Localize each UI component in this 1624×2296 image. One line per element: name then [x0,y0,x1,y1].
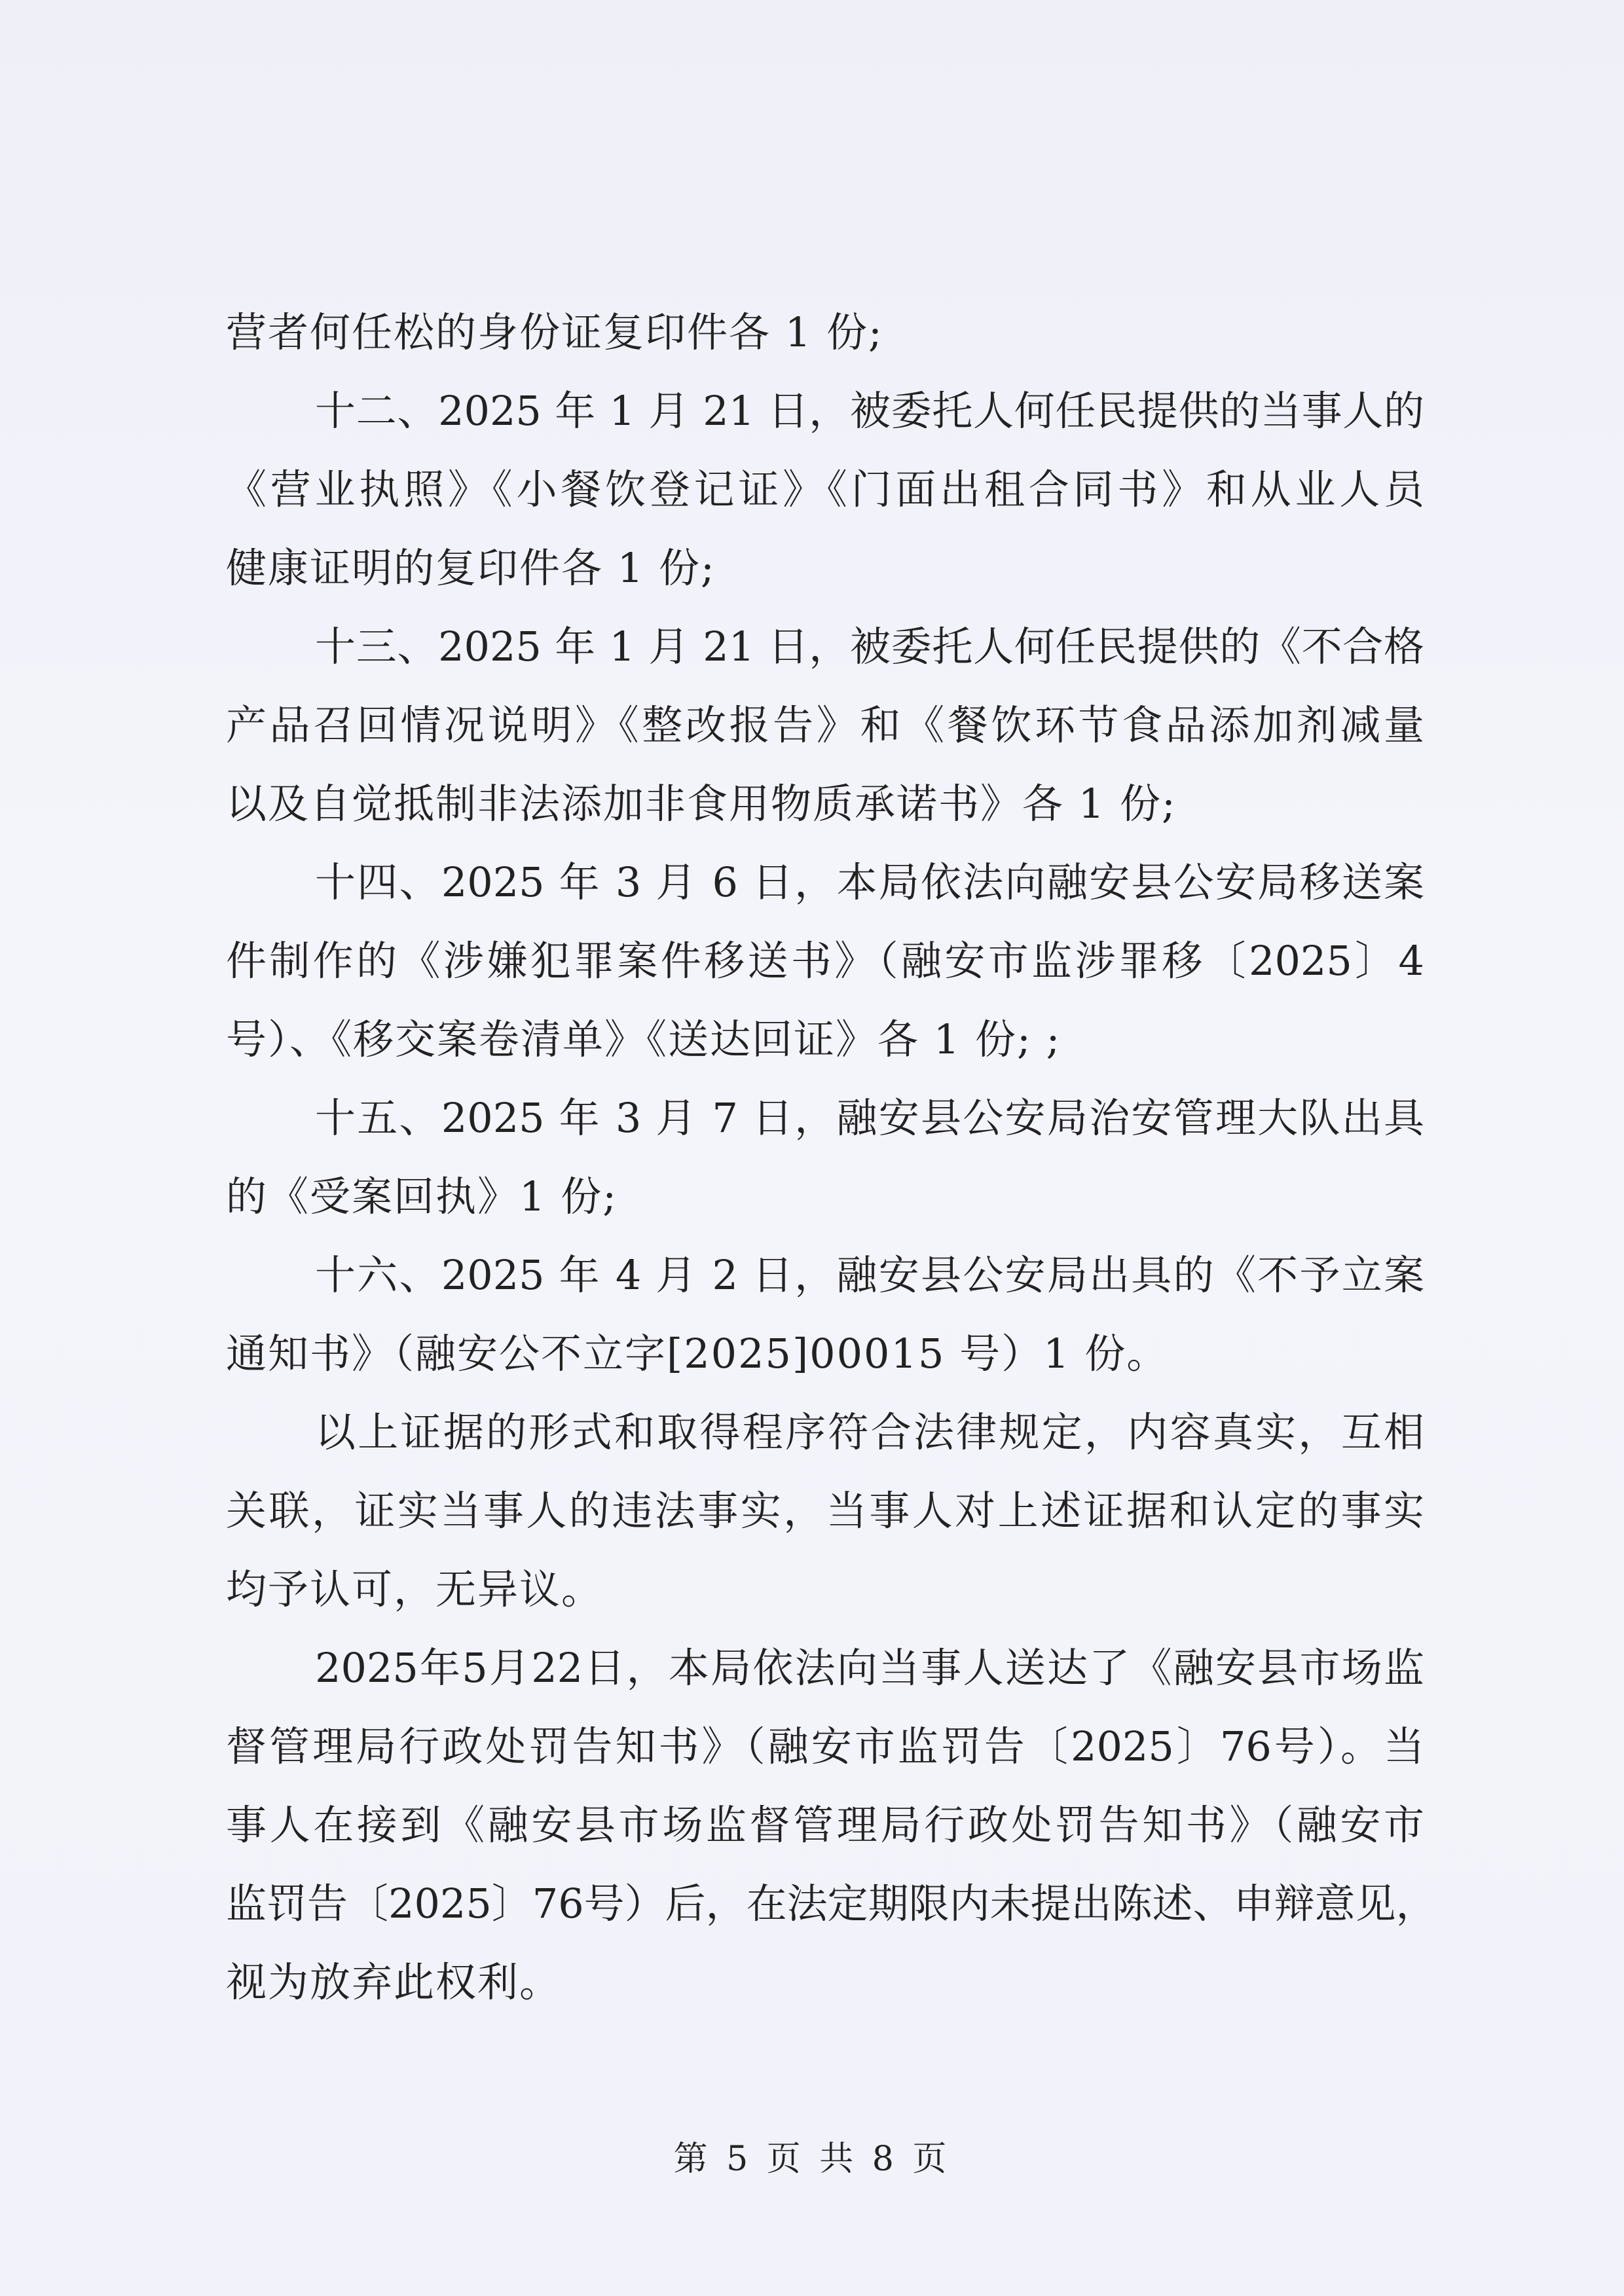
text-line: 督管理局行政处罚告知书》（融安市监罚告〔2025〕76号）。当 [226,1722,1424,1770]
text-line: 十六、2025 年 4 月 2 日，融安县公安局出具的《不予立案 [315,1251,1424,1299]
text-line: 2025年5月22日，本局依法向当事人送达了《融安县市场监 [315,1644,1424,1692]
text-line: 件制作的《涉嫌犯罪案件移送书》（融安市监涉罪移〔2025〕4 [226,937,1424,985]
text-line: 监罚告〔2025〕76号）后，在法定期限内未提出陈述、申辩意见， [226,1880,1437,1927]
text-line: 号）、《移交案卷清单》《送达回证》各 1 份; ; [226,1015,1061,1063]
text-line: 以上证据的形式和取得程序符合法律规定，内容真实，互相 [315,1408,1424,1456]
text-line: 健康证明的复印件各 1 份; [226,544,716,592]
page-number: 第 5 页 共 8 页 [673,2140,951,2179]
text-line: 的《受案回执》1 份; [226,1173,618,1220]
text-line: 十五、2025 年 3 月 7 日，融安县公安局治安管理大队出具 [315,1094,1424,1142]
text-line: 十三、2025 年 1 月 21 日，被委托人何任民提供的《不合格 [315,623,1424,670]
body-text [226,293,1437,2022]
text-line: 关联，证实当事人的违法事实，当事人对上述证据和认定的事实 [226,1487,1424,1535]
text-line: 十四、2025 年 3 月 6 日，本局依法向融安县公安局移送案 [315,858,1424,906]
text-line: 视为放弃此权利。 [226,1958,562,2006]
text-line: 通知书》（融安公不立字[2025]00015 号）1 份。 [226,1330,1169,1377]
text-line: 均予认可，无异议。 [226,1565,604,1613]
text-line: 营者何任松的身份证复印件各 1 份; [226,308,883,356]
text-line: 以及自觉抵制非法添加非食用物质承诺书》各 1 份; [226,780,1177,828]
text-line: 《营业执照》《小餐饮登记证》《门面出租合同书》和从业人员 [226,465,1424,513]
text-line: 十二、2025 年 1 月 21 日，被委托人何任民提供的当事人的 [315,387,1424,435]
text-line: 事人在接到《融安县市场监督管理局行政处罚告知书》（融安市 [226,1801,1424,1849]
text-line: 产品召回情况说明》《整改报告》和《餐饮环节食品添加剂减量 [226,701,1424,749]
